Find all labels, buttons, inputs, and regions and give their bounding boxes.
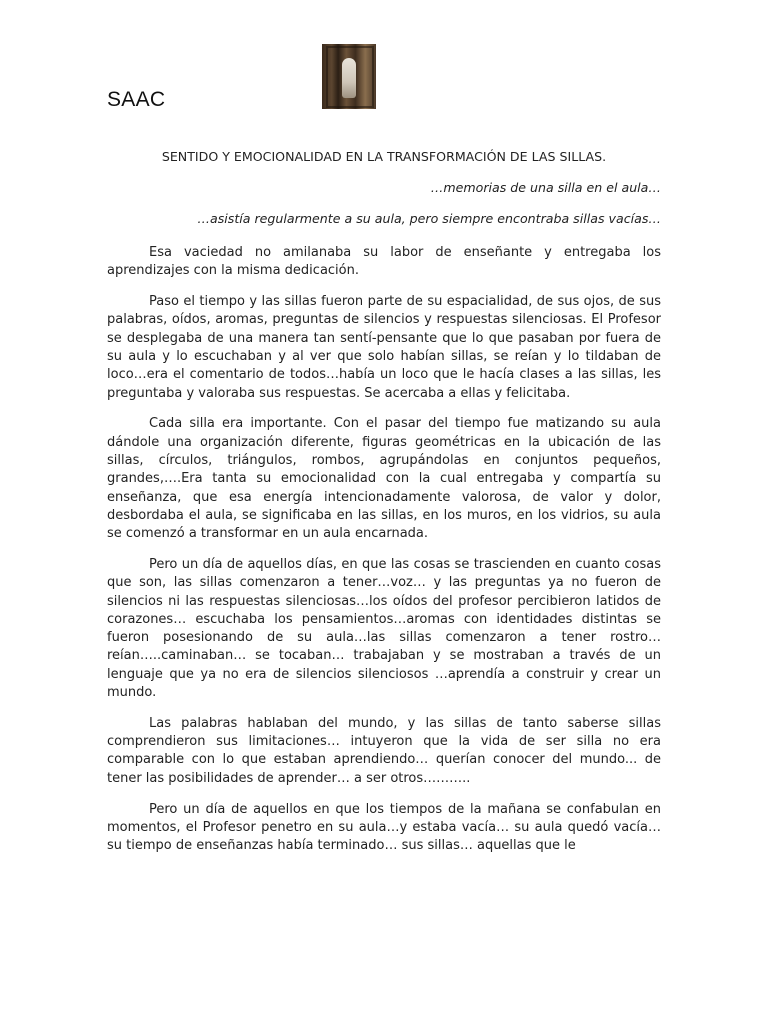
paragraph-3: Cada silla era importante. Con el pasar del tiempo fue matizando su aula dándole una organización diferente, figuras geométricas en la ubicación de las sillas, círculos, triángulos, rombos, agrupándolas en conjuntos pequeños, grandes,….Era tanta su emocionalidad con la cual entregaba y compartía su enseñanza, que esa energía intencionadamente valorosa, de valor y dolor, desbordaba el aula, se significaba en las sillas, en los muros, en los vidrios, su aula se comenzó a transformar en un aula encarnada. xyxy=(107,416,661,542)
paragraph-2: Paso el tiempo y las sillas fueron parte de su espacialidad, de sus ojos, de sus palabras, oídos, aromas, preguntas de silencios y respuestas silenciosas. El Profesor se desplegaba de una manera tan sentí-pensante que lo que pasaban por fuera de su aula y lo escuchaban y al ver que solo habían sillas, se reían y lo tildaban de loco…era el comentario de todos…había un loco que le hacía clases a las sillas, les preguntaba y valoraba sus respuestas. Se acercaba a ellas y felicitaba. xyxy=(107,294,661,401)
document-title: SENTIDO Y EMOCIONALIDAD EN LA TRANSFORMACIÓN DE LAS SILLAS. xyxy=(161,149,607,164)
paragraph-5: Las palabras hablaban del mundo, y las sillas de tanto saberse sillas comprendieron sus limitaciones… intuyeron que la vida de ser silla no era comparable con lo que estaban aprendiendo… querían conocer del mundo... de tener las posibilidades de aprender… a ser otros……….. xyxy=(107,715,661,786)
paragraph-1: Esa vaciedad no amilanaba su labor de enseñante y entregaba los aprendizajes con la misma dedicación. xyxy=(107,245,661,279)
paragraph-6: Pero un día de aquellos en que los tiempos de la mañana se confabulan en momentos, el Profesor penetro en su aula…y estaba vacía… su aula quedó vacía… su tiempo de enseñanzas había terminado… sus sillas… aquellas que le xyxy=(107,801,661,854)
photo-figure xyxy=(342,58,356,98)
logo-text: SAAC xyxy=(107,88,166,111)
portrait-photo-icon xyxy=(322,44,376,109)
document-body xyxy=(107,244,661,868)
paragraph-4: Pero un día de aquellos días, en que las cosas se trascienden en cuanto cosas que son, las sillas comenzaron a tener…voz… y las preguntas ya no fueron de silencios ni las respuestas silenciosas…los oídos del profesor percibieron latidos de corazones… escuchaba los pensamientos…aromas con identidades distintas se fueron posesionando de su aula…las sillas comenzaron a tener rostro… reían…..caminaban… se tocaban… trabajaban y se mostraban a través de un lenguaje que ya no era de silencios silenciosos …aprendía a construir y crear un mundo. xyxy=(107,556,661,701)
epigraph-1: …memorias de una silla en el aula… xyxy=(430,180,661,195)
epigraph-2: …asistía regularmente a su aula, pero siempre encontraba sillas vacías… xyxy=(197,211,661,226)
